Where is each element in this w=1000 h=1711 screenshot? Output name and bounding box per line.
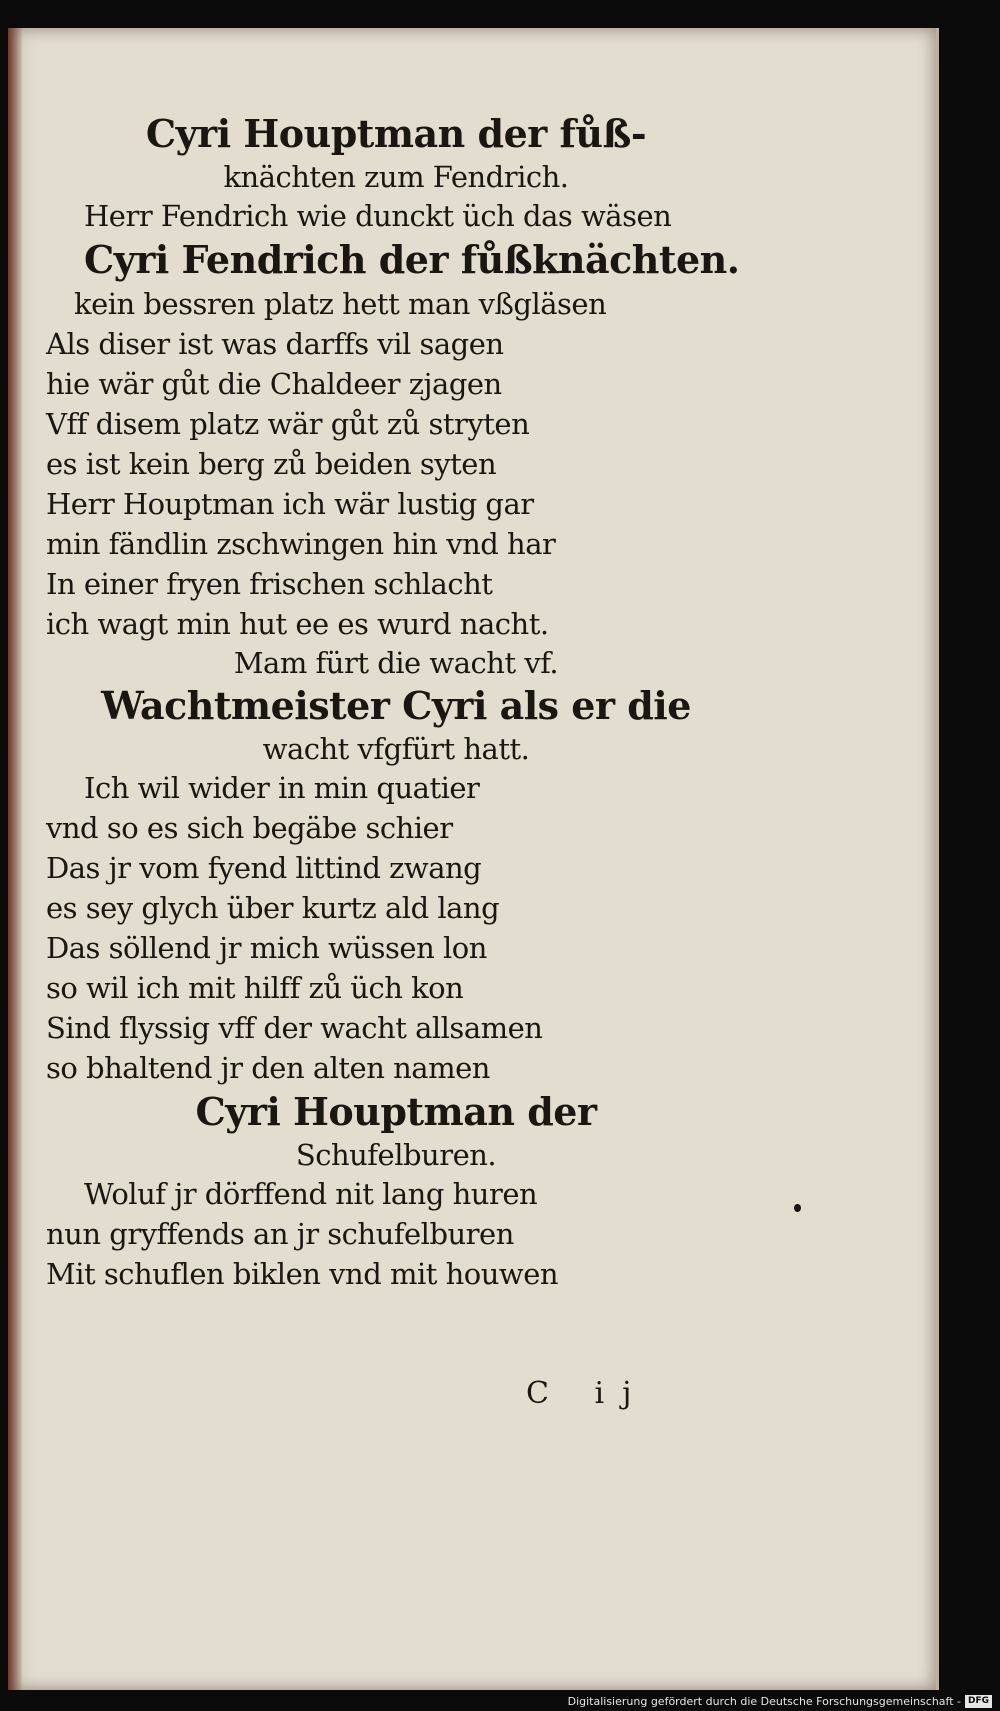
verse-line: es ist kein berg zů beiden syten	[46, 447, 497, 481]
verse-line: vnd so es sich begäbe schier	[46, 811, 453, 845]
book-page	[8, 28, 939, 1690]
page-text	[46, 110, 746, 1294]
verse-line: nun gryffends an jr schufelburen	[46, 1217, 514, 1251]
verse-line: Vff disem platz wär gůt zů stryten	[46, 407, 530, 441]
verse-line: Woluf jr dörffend nit lang huren	[84, 1177, 538, 1211]
digitization-credit	[568, 1693, 992, 1709]
verse-line: Mit schuflen biklen vnd mit houwen	[46, 1257, 559, 1291]
verse-heading: Wachtmeister Cyri als er die	[101, 683, 691, 728]
verse-line: hie wär gůt die Chaldeer zjagen	[46, 367, 502, 401]
ink-spot	[794, 1204, 801, 1212]
verse-heading: Cyri Houptman der	[195, 1089, 597, 1134]
verse-line: Herr Houptman ich wär lustig gar	[46, 487, 534, 521]
verse-subheading: Schufelburen.	[295, 1138, 497, 1172]
credit-text: Digitalisierung gefördert durch die Deutsche Forschungsgemeinschaft -	[567, 1694, 961, 1708]
verse-subheading: wacht vfgfürt hatt.	[262, 732, 530, 766]
verse-line: min fändlin zschwingen hin vnd har	[46, 527, 556, 561]
verse-line: Ich wil wider in min quatier	[84, 771, 480, 805]
verse-line: so bhaltend jr den alten namen	[46, 1051, 490, 1085]
verse-line: Das jr vom fyend littind zwang	[46, 851, 482, 885]
verse-line: es sey glych über kurtz ald lang	[46, 891, 500, 925]
verse-line: so wil ich mit hilff zů üch kon	[46, 971, 464, 1005]
page-spine-shadow	[8, 28, 22, 1690]
verse-line: Das söllend jr mich wüssen lon	[46, 931, 487, 965]
verse-heading: Cyri Fendrich der fůßknächten.	[84, 237, 740, 282]
verse-subheading: knächten zum Fendrich.	[223, 160, 569, 194]
verse-line: kein bessren platz hett man vßgläsen	[74, 287, 607, 321]
verse-heading: Cyri Houptman der fůß-	[145, 111, 647, 156]
signature-mark: C ij	[526, 1376, 650, 1411]
verse-line: Als diser ist was darffs vil sagen	[46, 327, 504, 361]
verse-line: In einer fryen frischen schlacht	[46, 567, 493, 601]
verse-subheading: Mam fürt die wacht vf.	[233, 646, 559, 680]
verse-line: Sind flyssig vff der wacht allsamen	[46, 1011, 543, 1045]
dfg-logo: DFG	[965, 1695, 992, 1708]
verse-line: Herr Fendrich wie dunckt üch das wäsen	[84, 199, 672, 233]
verse-line: ich wagt min hut ee es wurd nacht.	[46, 607, 549, 641]
